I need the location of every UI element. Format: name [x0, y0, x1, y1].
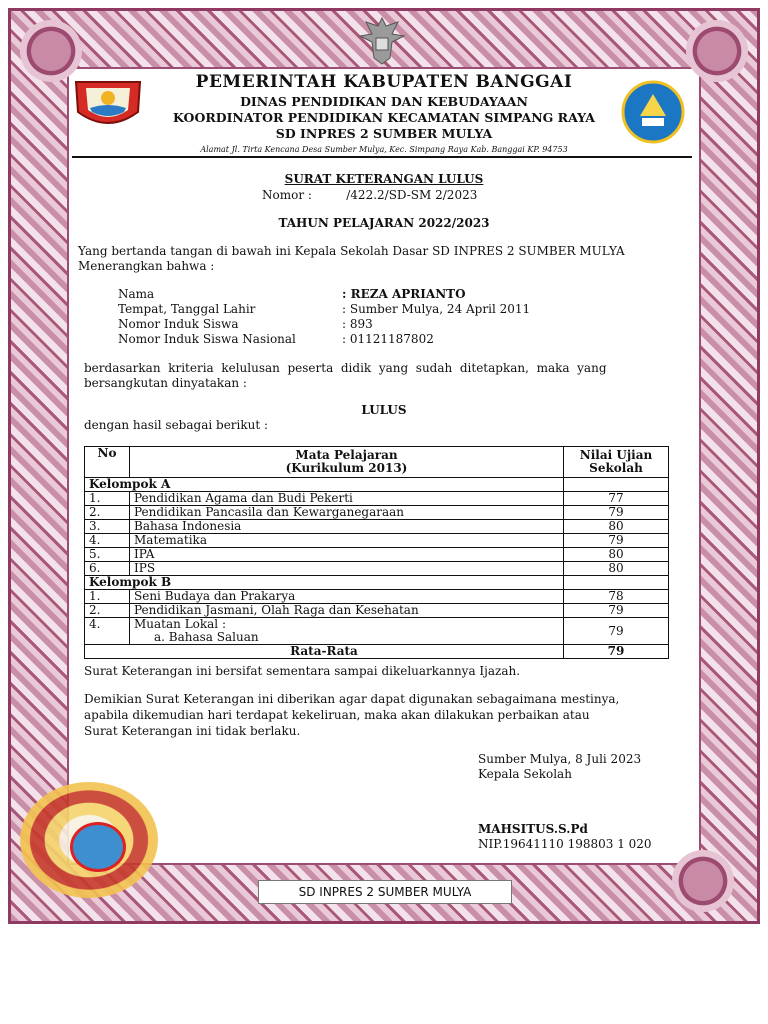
header-score	[564, 447, 669, 478]
row-number: 1.	[85, 590, 130, 604]
average-row	[85, 645, 669, 659]
header-score-line-1: Nilai Ujian	[579, 448, 653, 462]
header-no: No	[85, 447, 130, 478]
row-subject: Seni Budaya dan Prakarya	[130, 590, 564, 604]
closing-line-3: Surat Keterangan ini tidak berlaku.	[84, 724, 301, 738]
letterhead-divider	[72, 156, 692, 158]
table-row	[85, 604, 669, 618]
header-subject-line-1: Mata Pelajaran	[295, 448, 398, 462]
row-subject: Pendidikan Pancasila dan Kewarganegaraan	[130, 506, 564, 520]
corner-ornament-bottom-right	[672, 850, 734, 912]
signature-nip: NIP.19641110 198803 1 020	[478, 837, 652, 851]
stamp-logo-icon	[70, 822, 126, 872]
table-header-row	[85, 447, 669, 478]
table-row	[85, 590, 669, 604]
row-number: 4.	[85, 534, 130, 548]
signature-role: Kepala Sekolah	[478, 767, 572, 781]
student-field-label: Nama	[118, 287, 155, 301]
row-score: 80	[564, 562, 669, 576]
row-number: 1.	[85, 492, 130, 506]
result-status: LULUS	[361, 403, 407, 417]
group-b-score-cell	[564, 576, 669, 590]
row-number: 6.	[85, 562, 130, 576]
group-row	[85, 478, 669, 492]
academic-year: TAHUN PELAJARAN 2022/2023	[278, 216, 490, 230]
group-a-score-cell	[564, 478, 669, 492]
table-row	[85, 520, 669, 534]
local-label: Muatan Lokal :	[134, 617, 227, 631]
row-number: 2.	[85, 506, 130, 520]
result-note: dengan hasil sebagai berikut :	[84, 418, 269, 432]
header-score-line-2: Sekolah	[589, 461, 643, 475]
row-subject: Matematika	[130, 534, 564, 548]
row-subject: Pendidikan Jasmani, Olah Raga dan Kesehatan	[130, 604, 564, 618]
row-score: 79	[564, 534, 669, 548]
row-subject: Bahasa Indonesia	[130, 520, 564, 534]
intro-line-2: Menerangkan bahwa :	[78, 259, 215, 273]
document-number: Nomor : /422.2/SD-SM 2/2023	[262, 188, 478, 202]
row-score: 79	[564, 506, 669, 520]
document-title: SURAT KETERANGAN LULUS	[284, 172, 484, 186]
row-subject-local	[130, 618, 564, 645]
average-score: 79	[564, 645, 669, 659]
student-field-label: Tempat, Tanggal Lahir	[118, 302, 256, 316]
student-field-value: : 893	[342, 317, 373, 331]
footer-school-label: SD INPRES 2 SUMBER MULYA	[258, 880, 512, 904]
student-field-label: Nomor Induk Siswa	[118, 317, 239, 331]
row-score: 80	[564, 520, 669, 534]
row-number: 3.	[85, 520, 130, 534]
row-score: 79	[564, 618, 669, 645]
row-score: 78	[564, 590, 669, 604]
student-field-label: Nomor Induk Siswa Nasional	[118, 332, 296, 346]
signature-place-date: Sumber Mulya, 8 Juli 2023	[478, 752, 642, 766]
temporary-note: Surat Keterangan ini bersifat sementara sampai dikeluarkannya Ijazah.	[84, 664, 521, 678]
student-field-value: : REZA APRIANTO	[342, 287, 466, 301]
grades-table	[84, 446, 669, 659]
student-field-value: : Sumber Mulya, 24 April 2011	[342, 302, 531, 316]
letterhead-government: PEMERINTAH KABUPATEN BANGGAI	[195, 72, 573, 92]
letterhead	[64, 70, 704, 154]
statement-line-2: bersangkutan dinyatakan :	[84, 376, 247, 390]
row-score: 79	[564, 604, 669, 618]
table-row	[85, 534, 669, 548]
group-a-label: Kelompok A	[85, 478, 564, 492]
letterhead-address: Alamat Jl. Tirta Kencana Desa Sumber Mulya, Kec. Simpang Raya Kab. Banggai KP. 94753	[200, 145, 568, 154]
header-subject	[130, 447, 564, 478]
row-subject: Pendidikan Agama dan Budi Pekerti	[130, 492, 564, 506]
average-label: Rata-Rata	[85, 645, 564, 659]
group-b-label: Kelompok B	[85, 576, 564, 590]
table-row	[85, 562, 669, 576]
garuda-emblem-icon	[356, 14, 408, 68]
closing-line-2: apabila dikemudian hari terdapat kekeliruan, maka akan dilakukan perbaikan atau	[84, 708, 590, 722]
table-row-local	[85, 618, 669, 645]
table-row	[85, 492, 669, 506]
letterhead-coordinator: KOORDINATOR PENDIDIKAN KECAMATAN SIMPANG RAYA	[173, 110, 595, 125]
row-number: 4.	[85, 618, 130, 645]
row-number: 5.	[85, 548, 130, 562]
local-sub-item: a. Bahasa Saluan	[154, 630, 259, 644]
row-subject: IPA	[130, 548, 564, 562]
letterhead-school: SD INPRES 2 SUMBER MULYA	[275, 126, 493, 141]
row-score: 77	[564, 492, 669, 506]
table-row	[85, 548, 669, 562]
student-field-value: : 01121187802	[342, 332, 434, 346]
letterhead-department: DINAS PENDIDIKAN DAN KEBUDAYAAN	[240, 94, 528, 109]
closing-line-1: Demikian Surat Keterangan ini diberikan agar dapat digunakan sebagaimana mestinya,	[84, 692, 620, 706]
row-number: 2.	[85, 604, 130, 618]
header-subject-line-2: (Kurikulum 2013)	[285, 461, 408, 475]
row-subject: IPS	[130, 562, 564, 576]
row-score: 80	[564, 548, 669, 562]
table-row	[85, 506, 669, 520]
intro-line-1: Yang bertanda tangan di bawah ini Kepala Sekolah Dasar SD INPRES 2 SUMBER MULYA	[78, 244, 625, 258]
group-row	[85, 576, 669, 590]
statement-line-1: berdasarkan kriteria kelulusan peserta didik yang sudah ditetapkan, maka yang	[84, 361, 607, 375]
signature-name: MAHSITUS.S.Pd	[478, 822, 588, 836]
